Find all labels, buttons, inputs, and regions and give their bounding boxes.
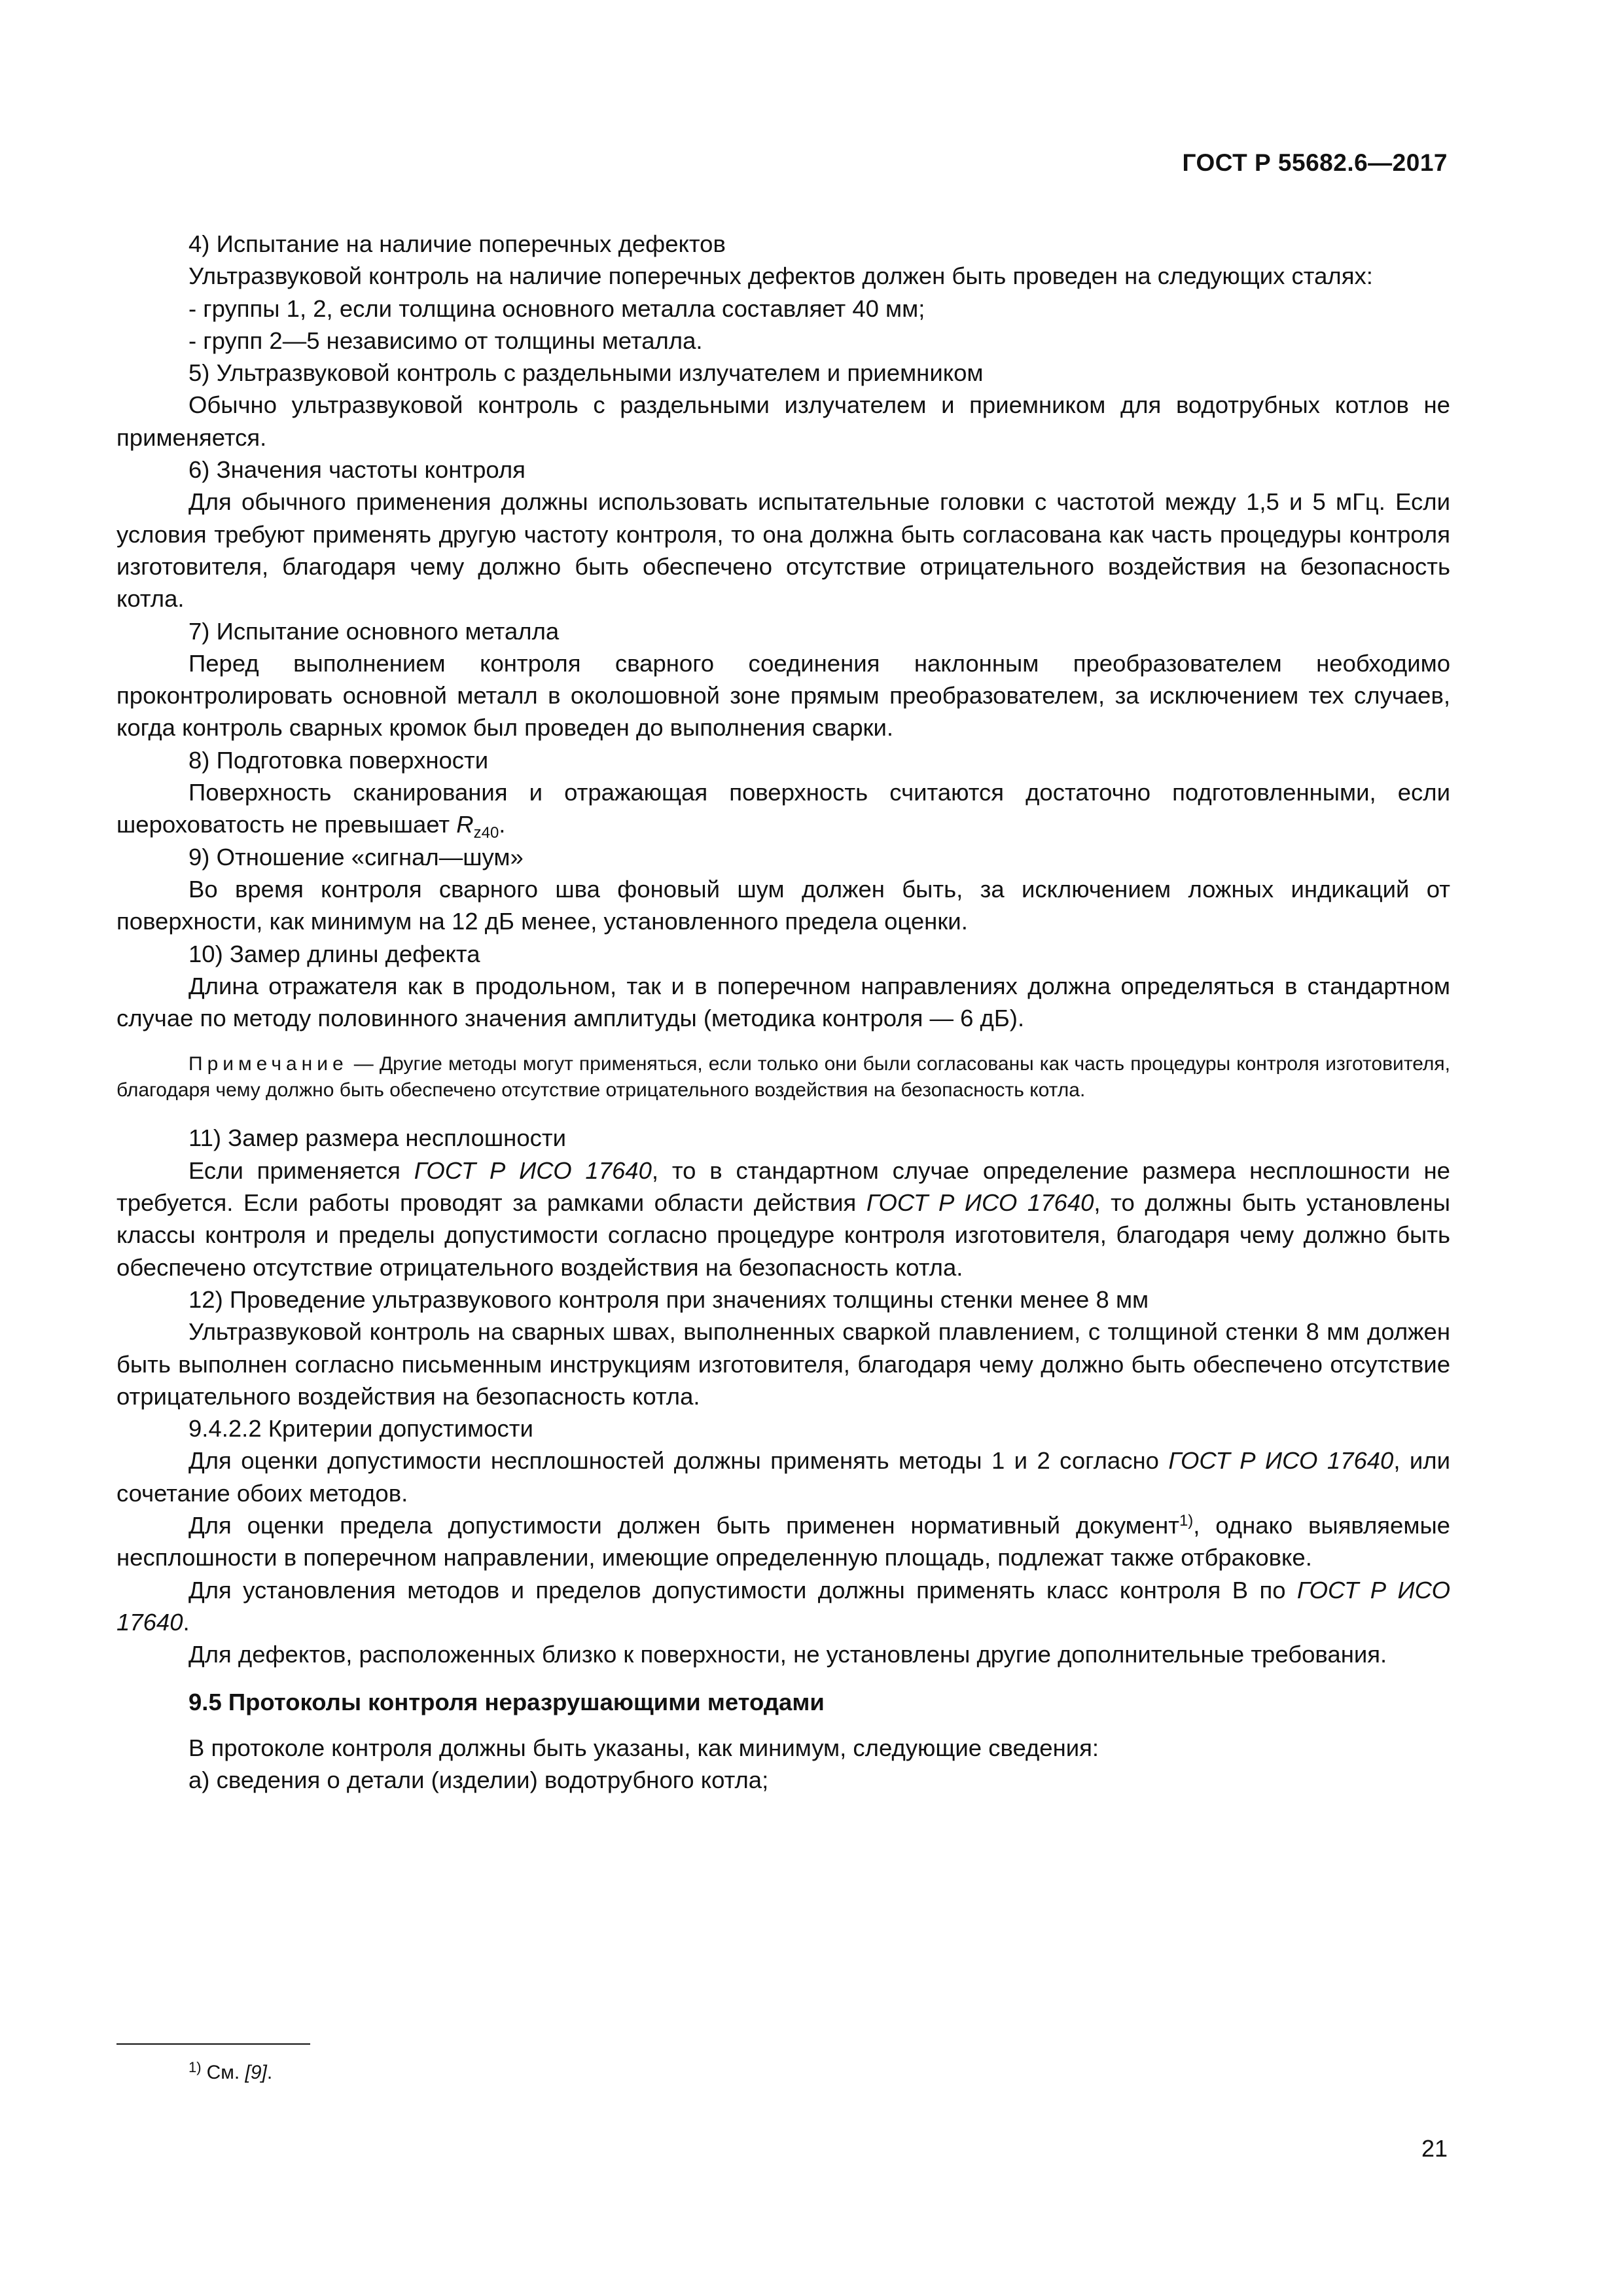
- paragraph: Во время контроля сварного шва фоновый шум должен быть, за исключением ложных индикаций от поверхности, как минимум на 12 дБ менее, установленного предела оценки.: [116, 875, 1450, 935]
- item-heading: 11) Замер размера несплошности: [188, 1124, 566, 1152]
- item-heading: 8) Подготовка поверхности: [188, 746, 489, 774]
- bibliography-reference: [9]: [245, 2062, 267, 2083]
- roughness-symbol: R: [456, 811, 474, 838]
- paragraph: Для оценки предела допустимости должен быть применен нормативный документ$^{1)}$, однако выявляемые несплошности в поперечном направлении, имеющие определенную площадь, подлежат также отбраковке.: [116, 1511, 1450, 1571]
- standard-reference: ГОСТ Р ИСО 17640: [116, 1576, 1450, 1636]
- document-header: ГОСТ Р 55682.6—2017: [1182, 149, 1448, 176]
- paragraph: Длина отражателя как в продольном, так и в поперечном направлениях должна определяться в стандартном случае по методу половинного значения амплитуды (методика контроля — 6 дБ).: [116, 972, 1450, 1032]
- paragraph: В протоколе контроля должны быть указаны, как минимум, следующие сведения:: [188, 1734, 1099, 1761]
- paragraph: Поверхность сканирования и отражающая поверхность считаются достаточно подготовленными, если шероховатость не превышает $R_{z40}$.: [116, 779, 1450, 842]
- paragraph: Ультразвуковой контроль на наличие поперечных дефектов должен быть проведен на следующих сталях:: [188, 262, 1373, 290]
- list-item: - группы 1, 2, если толщина основного металла составляет 40 мм;: [188, 295, 925, 322]
- item-heading: 6) Значения частоты контроля: [188, 456, 526, 484]
- list-item: - групп 2—5 независимо от толщины металла.: [188, 327, 703, 354]
- section-heading: 9.5 Протоколы контроля неразрушающими методами: [188, 1689, 825, 1716]
- paragraph: Ультразвуковой контроль на сварных швах, выполненных сваркой плавлением, с толщиной стенки 8 мм должен быть выполнен согласно письменным инструкциям изготовителя, благодаря чему должно быть обеспечено отсутствие отрицательного воздействия на безопасность котла.: [116, 1318, 1450, 1410]
- subsection-heading: 9.4.2.2 Критерии допустимости: [188, 1415, 533, 1443]
- footnote-separator: [116, 2043, 310, 2045]
- note-label: Примечание: [188, 1053, 348, 1075]
- page-number: 21: [1421, 2135, 1448, 2162]
- paragraph: Для оценки допустимости несплошностей должны применять методы 1 и 2 согласно ГОСТ Р ИСО 17640, или сочетание обоих методов.: [116, 1447, 1450, 1507]
- item-heading: 9) Отношение «сигнал—шум»: [188, 843, 524, 870]
- paragraph: Обычно ультразвуковой контроль с раздельными излучателем и приемником для водотрубных котлов не применяется.: [116, 391, 1450, 451]
- paragraph: Для обычного применения должны использовать испытательные головки с частотой между 1,5 и 5 мГц. Если условия требуют применять другую частоту контроля, то она должна быть согласована как часть процедуры контроля изготовителя, благодаря чему должно быть обеспечено отсутствие отрицательного воздействия на безопасность котла.: [116, 488, 1450, 613]
- list-item: а) сведения о детали (изделии) водотрубного котла;: [188, 1767, 769, 1794]
- footnote-marker: 1): [1179, 1511, 1194, 1530]
- item-heading: 10) Замер длины дефекта: [188, 940, 480, 967]
- standard-reference: ГОСТ Р ИСО 17640: [1168, 1447, 1394, 1475]
- paragraph: Если применяется ГОСТ Р ИСО 17640, то в стандартном случае определение размера несплошности не требуется. Если работы проводят за рамками области действия ГОСТ Р ИСО 17640, то должны быть установлены классы контроля и пределы допустимости согласно процедуре контроля изготовителя, благодаря чему должно быть обеспечено отсутствие отрицательного воздействия на безопасность котла.: [116, 1157, 1450, 1281]
- item-heading: 7) Испытание основного металла: [188, 617, 560, 645]
- item-heading: 5) Ультразвуковой контроль с раздельными излучателем и приемником: [188, 359, 984, 387]
- paragraph: Для установления методов и пределов допустимости должны применять класс контроля В по ГОСТ Р ИСО 17640.: [116, 1576, 1450, 1636]
- paragraph: Для дефектов, расположенных близко к поверхности, не установлены другие дополнительные требования.: [188, 1641, 1387, 1668]
- footnote: $^{1)}$ См. [9].: [188, 2059, 273, 2083]
- item-heading: 4) Испытание на наличие поперечных дефектов: [188, 230, 726, 257]
- item-heading: 12) Проведение ультразвукового контроля при значениях толщины стенки менее 8 мм: [188, 1285, 1149, 1313]
- standard-reference: ГОСТ Р ИСО 17640: [414, 1157, 652, 1184]
- note: Примечание — Другие методы могут применяться, если только они были согласованы как часть процедуры контроля изготовителя, благодаря чему должно быть обеспечено отсутствие отрицательного воздействия на безопасность котла.: [116, 1053, 1450, 1102]
- paragraph: Перед выполнением контроля сварного соединения наклонным преобразователем необходимо проконтролировать основной металл в околошовной зоне прямым преобразователем, за исключением тех случаев, когда контроль сварных кромок был проведен до выполнения сварки.: [116, 649, 1450, 742]
- standard-reference: ГОСТ Р ИСО 17640: [866, 1189, 1094, 1217]
- document-body: [116, 228, 1450, 1796]
